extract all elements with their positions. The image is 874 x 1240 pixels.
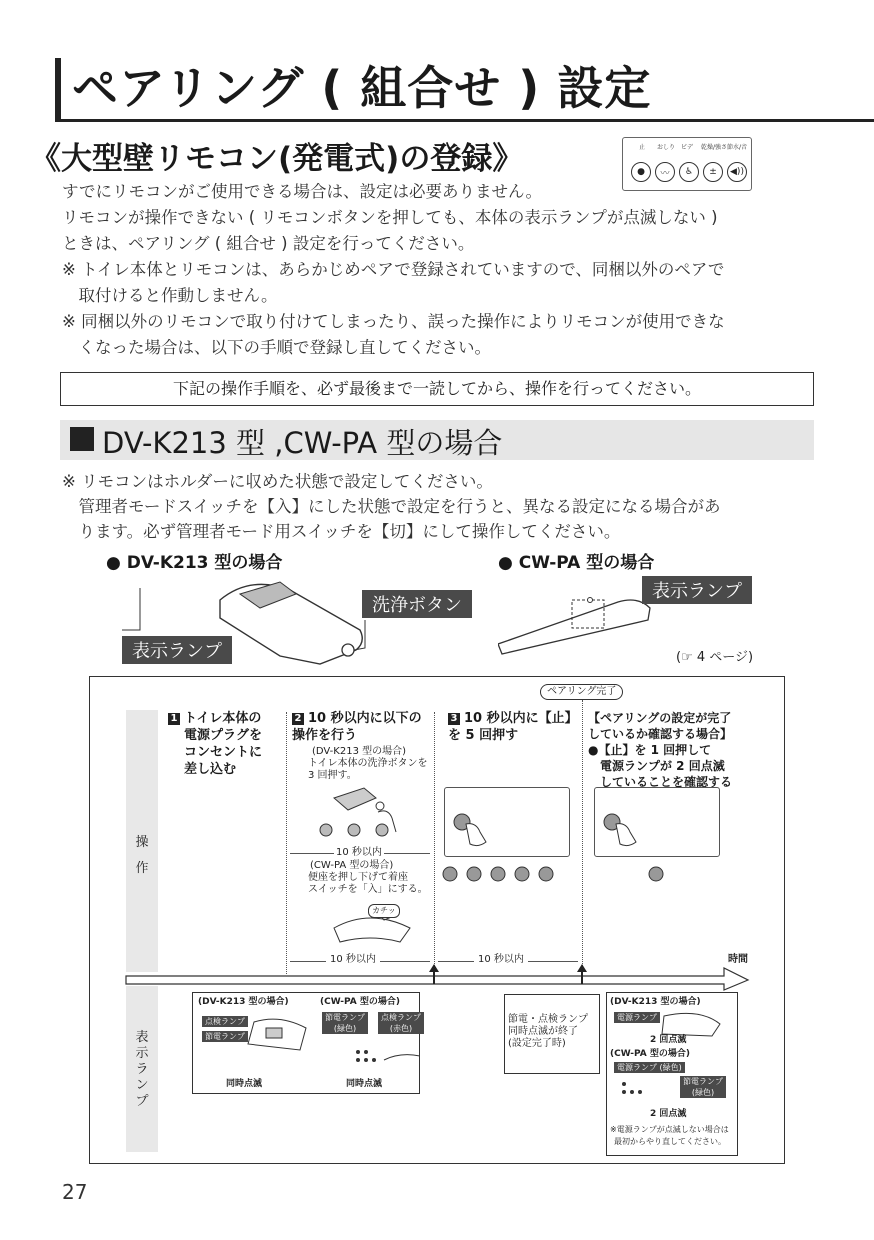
remote-label-water: 節水/音 bbox=[727, 144, 748, 151]
step-2 bbox=[292, 710, 422, 744]
lamp-box-1-blink-right: 同時点滅 bbox=[346, 1079, 383, 1089]
step-4-line-2: しているか確認する場合】 bbox=[588, 727, 733, 741]
operation-row-label: 操作 bbox=[135, 835, 149, 876]
lamp-row-label: 表示ランプ bbox=[135, 1030, 149, 1109]
remote-control-illustration bbox=[622, 137, 752, 191]
intro-note-2: 取付けると作動しません。 bbox=[62, 286, 278, 305]
bidet-button-icon: ♿ bbox=[679, 162, 699, 182]
lamp-box-1-cw-save-color: (緑色) bbox=[333, 1024, 357, 1033]
lamp-box-3-save bbox=[680, 1076, 726, 1098]
step-3-line-1: 10 秒以内に【止】 bbox=[464, 711, 578, 726]
intro-line-3: ときは、ペアリング ( 組合せ ) 設定を行ってください。 bbox=[62, 234, 475, 253]
click-sound-label: カチッ bbox=[368, 904, 400, 918]
step-2-cwpa-line-1: 便座を押し下げて着座 bbox=[308, 872, 408, 883]
step-1-line-1: トイレ本体の bbox=[184, 711, 262, 726]
section-note-1: ※ リモコンはホルダーに収めた状態で設定してください。 bbox=[62, 472, 493, 491]
pairing-complete-label: ペアリング完了 bbox=[540, 684, 623, 700]
lamp-box-1-cw-save-text: 節電ランプ bbox=[325, 1013, 365, 1022]
lamp-box-3-note-1: ※電源ランプが点滅しない場合は bbox=[610, 1125, 729, 1134]
dvk-model-heading: ● DV-K213 型の場合 bbox=[106, 553, 283, 573]
timeline-range-b-label: 10 秒以内 bbox=[474, 954, 528, 966]
intro-note-1: ※ トイレ本体とリモコンは、あらかじめペアで登録されていますので、同梱以外のペアで bbox=[62, 260, 725, 279]
step-2-number: 2 bbox=[292, 713, 304, 725]
oshiri-button-icon: 〰 bbox=[655, 162, 675, 182]
section-note-2: 管理者モードスイッチを【入】にした状態で設定を行うと、異なる設定になる場合があ bbox=[62, 497, 721, 516]
dvk-lamp-label: 表示ランプ bbox=[122, 636, 232, 664]
dry-button-icon: ± bbox=[703, 162, 723, 182]
remote-label-bidet: ビデ bbox=[681, 144, 694, 151]
page-title: ペアリング ( 組合せ ) 設定 bbox=[72, 61, 652, 115]
lamp-box-3-power2-tag: 電源ランプ (緑色) bbox=[614, 1062, 685, 1073]
time-axis-label: 時間 bbox=[728, 954, 748, 965]
step-2-cwpa-line-2: スイッチを「入」にする。 bbox=[308, 884, 428, 895]
page-reference: (☞ 4 ページ) bbox=[676, 650, 754, 665]
step-1 bbox=[168, 710, 262, 778]
step-3-line-2: を 5 回押す bbox=[448, 728, 519, 743]
step-4-single-press-icon bbox=[644, 862, 684, 902]
step-4-line-3: ●【止】を 1 回押して bbox=[588, 743, 712, 757]
separator-3 bbox=[582, 700, 583, 974]
lamp-box-3-cwpa-head: (CW-PA 型の場合) bbox=[610, 1049, 690, 1059]
step-4-line-5: していることを確認する bbox=[588, 775, 733, 789]
step-2-line-2: 操作を行う bbox=[292, 728, 358, 743]
step-2-line-1: 10 秒以内に以下の bbox=[308, 711, 422, 726]
lamp-box-1-check-tag: 点検ランプ bbox=[202, 1016, 248, 1027]
step-4 bbox=[588, 710, 732, 790]
volume-button-icon: ◀)) bbox=[727, 162, 747, 182]
section-heading: DV-K213 型 ,CW-PA 型の場合 bbox=[102, 426, 503, 460]
step-3 bbox=[448, 710, 578, 744]
lamp-box-1-cwpa-head: (CW-PA 型の場合) bbox=[320, 997, 400, 1007]
step-2-dvk-head: (DV-K213 型の場合) bbox=[312, 746, 407, 757]
intro-note-4: くなった場合は、以下の手順で登録し直してください。 bbox=[62, 338, 491, 357]
square-bullet-icon bbox=[70, 427, 94, 451]
cwpa-lamp-label: 表示ランプ bbox=[642, 576, 752, 604]
step-4-line-4: 電源ランプが 2 回点滅 bbox=[588, 759, 725, 773]
step-2-dvk-line-2: 3 回押す。 bbox=[308, 770, 357, 781]
step-1-line-4: 差し込む bbox=[184, 762, 237, 777]
time-axis-arrow bbox=[124, 964, 754, 992]
step-3-hand-icon bbox=[446, 800, 506, 850]
page-number: 27 bbox=[62, 1180, 88, 1204]
step-4-hand-icon bbox=[596, 800, 656, 850]
lamp-box-2-line-1: 節電・点検ランプ bbox=[508, 1014, 588, 1025]
intro-line-2: リモコンが操作できない ( リモコンボタンを押しても、本体の表示ランプが点滅しない ) bbox=[62, 208, 718, 227]
lamp-box-3-save-text: 節電ランプ bbox=[683, 1077, 723, 1086]
lamp-box-3-cwpa-illustration bbox=[614, 1074, 674, 1104]
lamp-box-2-line-3: (設定完了時) bbox=[508, 1038, 566, 1049]
separator-2 bbox=[434, 712, 435, 974]
step-2-cwpa-head: (CW-PA 型の場合) bbox=[310, 860, 394, 871]
lamp-box-1-cw-check-color: (赤色) bbox=[389, 1024, 413, 1033]
step-1-line-3: コンセントに bbox=[184, 745, 263, 760]
lamp-box-3-save-color: (緑色) bbox=[691, 1088, 715, 1097]
step-3-number: 3 bbox=[448, 713, 460, 725]
lamp-box-1-cw-check-text: 点検ランプ bbox=[381, 1013, 421, 1022]
remote-label-dry: 乾燥/強さ bbox=[701, 144, 728, 151]
lamp-box-3-dvk-head: (DV-K213 型の場合) bbox=[610, 997, 701, 1007]
lamp-box-3-blink-1: 2 回点滅 bbox=[650, 1035, 687, 1045]
lamp-box-3-power-tag: 電源ランプ bbox=[614, 1012, 660, 1023]
lamp-box-1-save-tag: 節電ランプ bbox=[202, 1031, 248, 1042]
lamp-box-1-dvk-head: (DV-K213 型の場合) bbox=[198, 997, 289, 1007]
intro-note-3: ※ 同梱以外のリモコンで取り付けてしまったり、誤った操作によりリモコンが使用できな bbox=[62, 312, 725, 331]
remote-label-oshiri: おしり bbox=[657, 144, 676, 151]
step-2-dvk-line-1: トイレ本体の洗浄ボタンを bbox=[308, 758, 428, 769]
lamp-box-3-note-2: 最初からやり直してください。 bbox=[614, 1137, 726, 1146]
step-1-line-2: 電源プラグを bbox=[184, 728, 263, 743]
timeline-range-a-label: 10 秒以内 bbox=[326, 954, 380, 966]
lamp-box-1-dvk-illustration bbox=[240, 1014, 310, 1054]
section-subtitle: 《大型壁リモコン(発電式)の登録》 bbox=[30, 141, 524, 177]
cwpa-model-heading: ● CW-PA 型の場合 bbox=[498, 553, 655, 573]
step-4-line-1: 【ペアリングの設定が完了 bbox=[588, 711, 732, 725]
lamp-box-1-cw-save bbox=[322, 1012, 368, 1034]
hand-press-wash-button-illustration bbox=[314, 784, 424, 844]
lamp-box-1-cw-check bbox=[378, 1012, 424, 1034]
step-2-within: 10 秒以内 bbox=[336, 847, 382, 858]
lamp-box-1-cwpa-illustration bbox=[340, 1038, 420, 1072]
step-1-number: 1 bbox=[168, 713, 180, 725]
section-note-3: ります。必ず管理者モード用スイッチを【切】にして操作してください。 bbox=[62, 522, 621, 541]
step-3-hands-five-press bbox=[440, 862, 580, 902]
lamp-box-1-blink-left: 同時点滅 bbox=[226, 1079, 263, 1089]
remote-label-stop: 止 bbox=[639, 144, 646, 151]
wash-button-label: 洗浄ボタン bbox=[362, 590, 472, 618]
lamp-box-2-line-2: 同時点滅が終了 bbox=[508, 1026, 578, 1037]
lamp-box-3-blink-2: 2 回点滅 bbox=[650, 1109, 687, 1119]
separator-1 bbox=[286, 712, 287, 974]
notice-box: 下記の操作手順を、必ず最後まで一読してから、操作を行ってください。 bbox=[60, 372, 814, 406]
stop-button-icon: ● bbox=[631, 162, 651, 182]
intro-line-1: すでにリモコンがご使用できる場合は、設定は必要ありません。 bbox=[62, 182, 542, 201]
